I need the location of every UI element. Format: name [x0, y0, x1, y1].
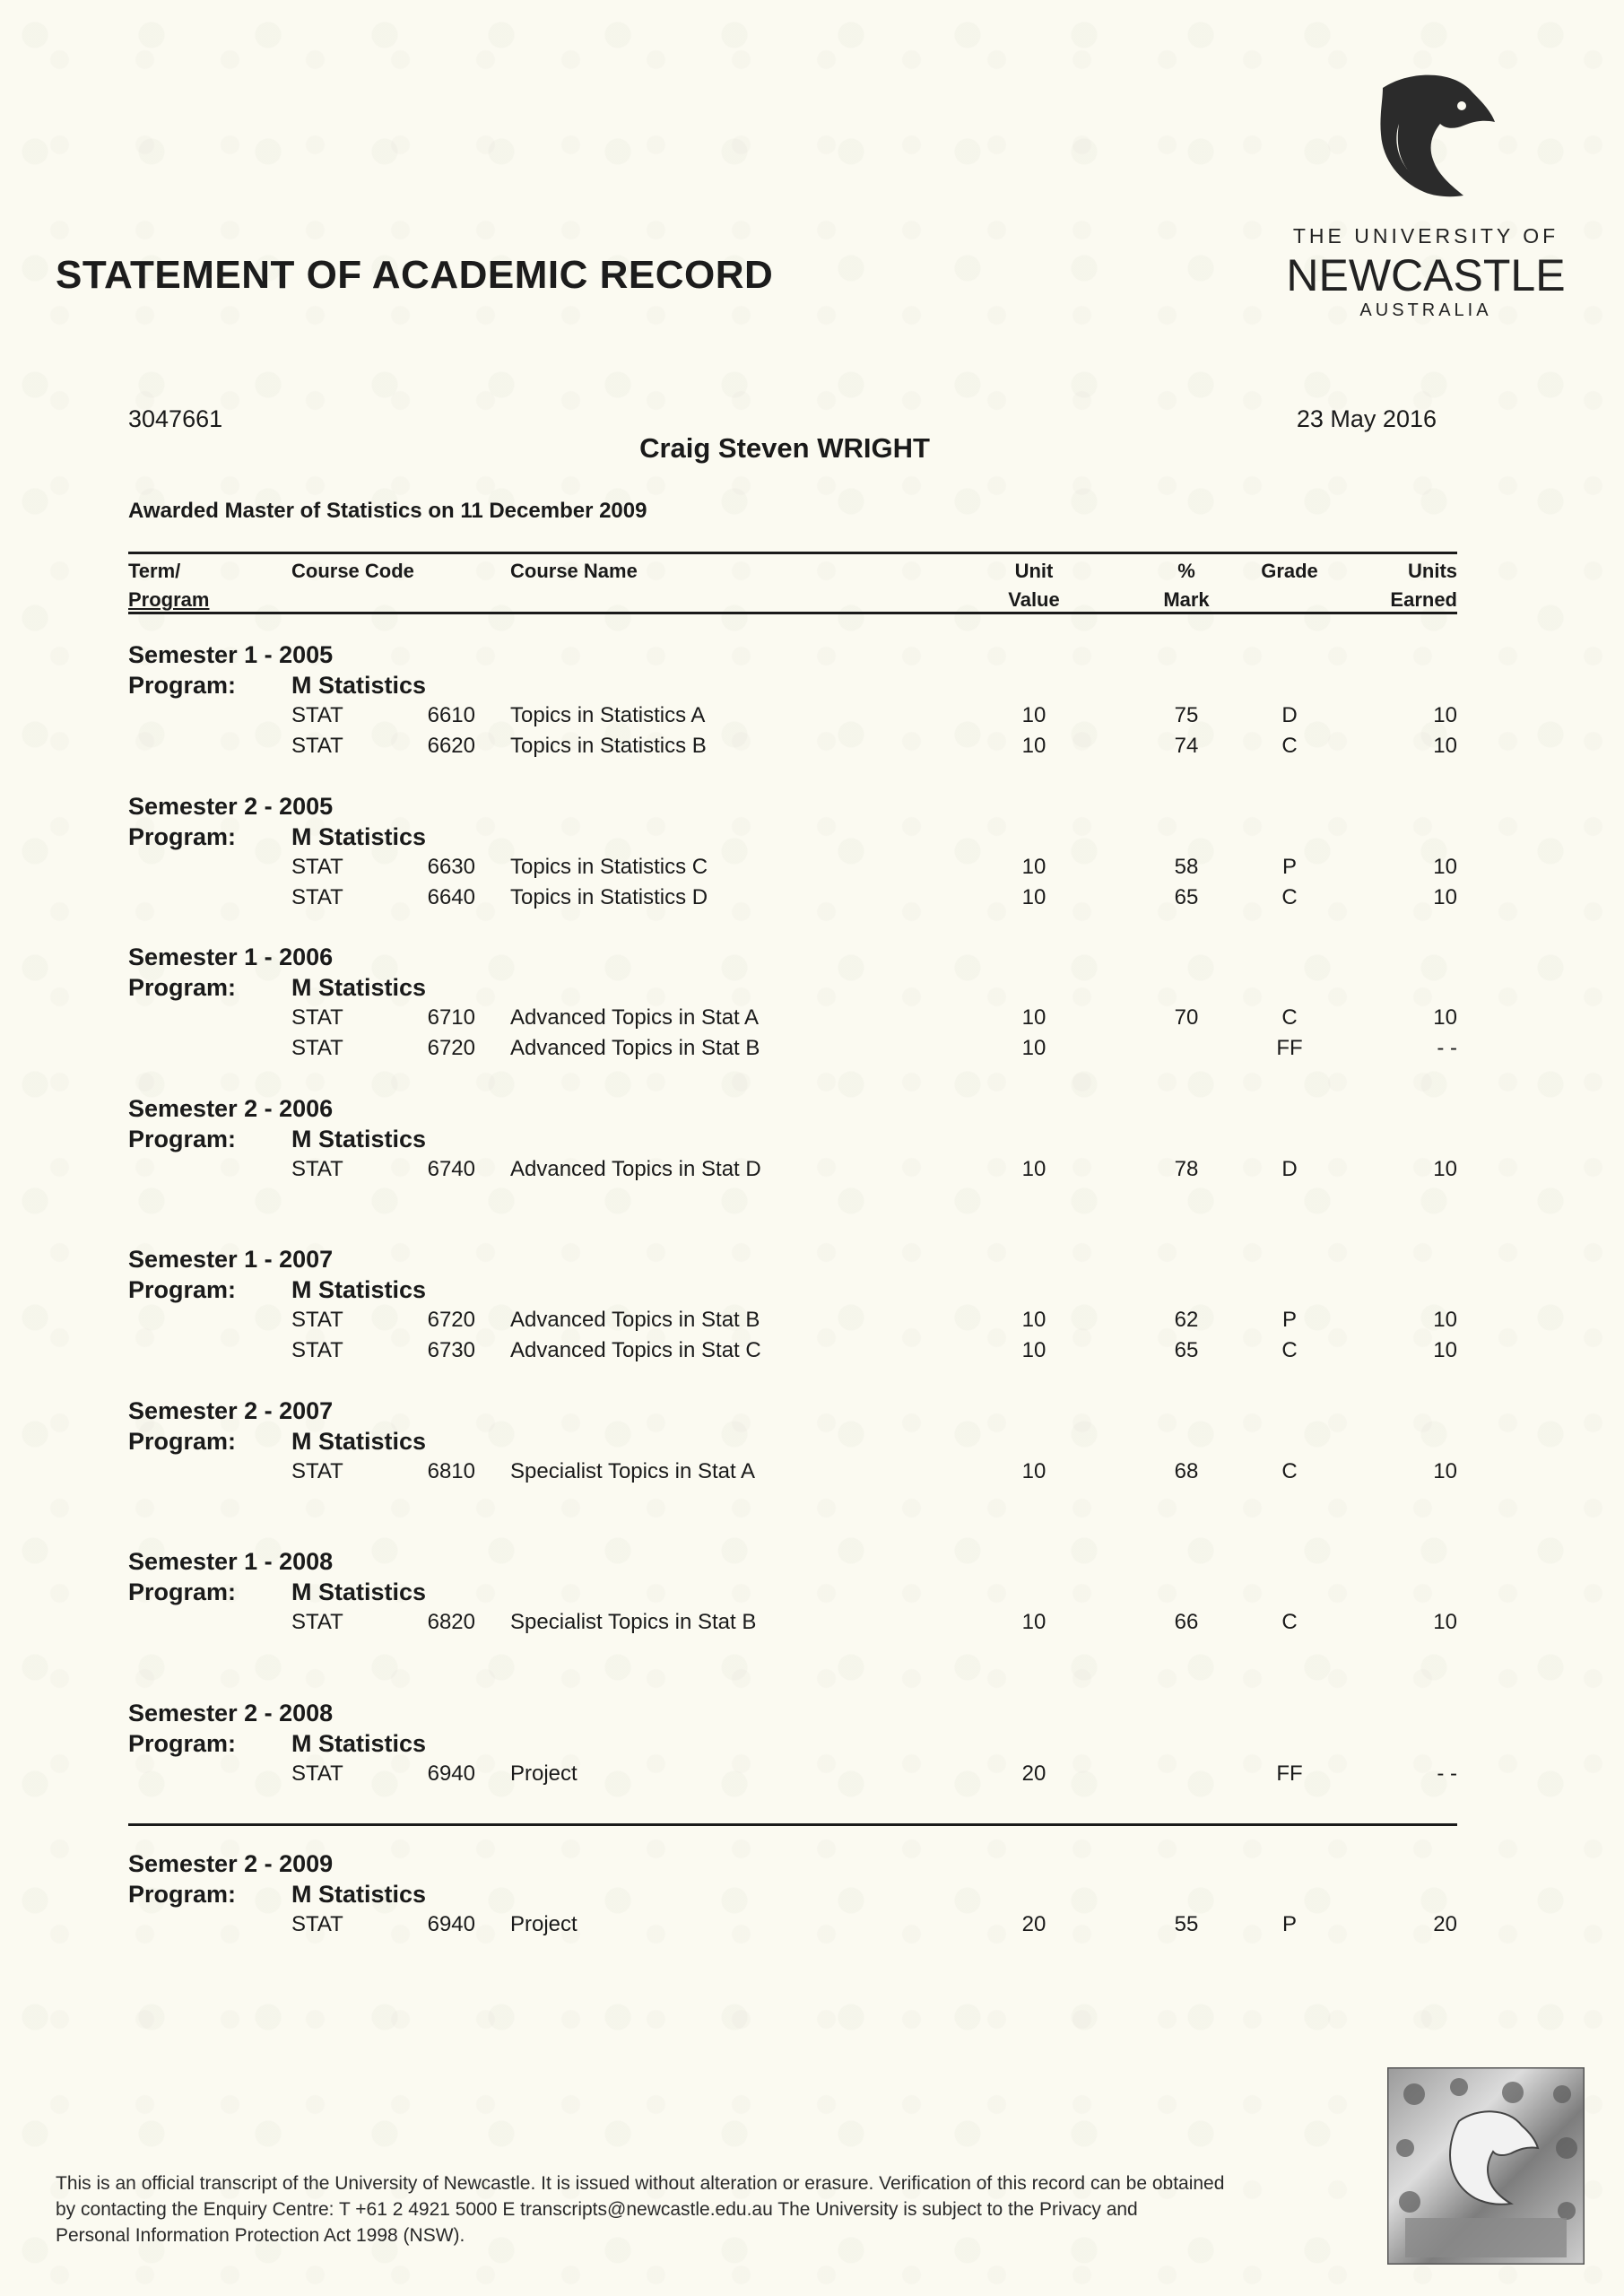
- term-block: [128, 1244, 1457, 1396]
- course-subject: STAT: [291, 1036, 343, 1060]
- unit-value: 10: [1021, 703, 1046, 727]
- course-row: [128, 1759, 1457, 1789]
- course-row: [128, 731, 1457, 761]
- course-number: 6720: [427, 1308, 475, 1332]
- percent-mark: 74: [1174, 734, 1199, 758]
- program-line: [128, 1728, 1457, 1759]
- course-row: [128, 1909, 1457, 1940]
- program-line: [128, 972, 1457, 1003]
- course-name: Advanced Topics in Stat D: [510, 1156, 761, 1181]
- program-label: Program:: [128, 1427, 237, 1455]
- grade: FF: [1276, 1761, 1303, 1786]
- course-name: Project: [510, 1912, 578, 1936]
- units-earned: - -: [1437, 1761, 1457, 1786]
- program-label: Program:: [128, 672, 237, 699]
- seahorse-crest-icon: [1347, 70, 1499, 213]
- unit-value: 10: [1021, 1610, 1046, 1634]
- program-line: [128, 1274, 1457, 1305]
- term-block: [128, 942, 1457, 1093]
- unit-value: 20: [1021, 1761, 1046, 1786]
- course-name: Topics in Statistics B: [510, 734, 707, 758]
- university-name-top: THE UNIVERSITY OF: [1292, 224, 1559, 248]
- grade: P: [1281, 1308, 1297, 1332]
- units-earned: 10: [1433, 1610, 1457, 1634]
- course-subject: STAT: [291, 854, 343, 879]
- course-number: 6940: [427, 1912, 475, 1936]
- percent-mark: 62: [1174, 1308, 1199, 1332]
- footer-notice: [56, 2170, 1338, 2248]
- program-label: Program:: [128, 1881, 237, 1908]
- course-name: Topics in Statistics A: [510, 703, 706, 727]
- units-earned: 10: [1433, 1308, 1457, 1332]
- term-block: [128, 1848, 1457, 2000]
- term-heading: Semester 1 - 2006: [128, 944, 334, 970]
- percent-mark: 75: [1174, 703, 1199, 727]
- course-number: 6940: [427, 1761, 475, 1786]
- course-subject: STAT: [291, 1610, 343, 1634]
- percent-mark: 70: [1174, 1005, 1199, 1030]
- course-name: Advanced Topics in Stat A: [510, 1005, 760, 1030]
- term-heading: Semester 1 - 2007: [128, 1246, 334, 1273]
- course-name: Specialist Topics in Stat A: [510, 1458, 756, 1483]
- program-line: [128, 1124, 1457, 1154]
- table-header-rule: [128, 612, 1457, 614]
- units-earned: 10: [1433, 703, 1457, 727]
- course-subject: STAT: [291, 734, 343, 758]
- hologram-seal-icon: [1387, 2067, 1585, 2265]
- percent-mark: 68: [1174, 1458, 1199, 1483]
- course-number: 6620: [427, 734, 475, 758]
- program-line: [128, 1577, 1457, 1607]
- document-title: STATEMENT OF ACADEMIC RECORD: [56, 253, 774, 297]
- course-row: [128, 1457, 1457, 1487]
- term-heading: Semester 2 - 2005: [128, 792, 334, 820]
- term-block: [128, 639, 1457, 791]
- grade: C: [1281, 1610, 1298, 1634]
- grade: D: [1281, 703, 1298, 727]
- unit-value: 10: [1021, 1458, 1046, 1483]
- program-label: Program:: [128, 822, 237, 850]
- program-label: Program:: [128, 974, 237, 1001]
- unit-value: 10: [1021, 734, 1046, 758]
- award-statement: Awarded Master of Statistics on 11 December 2009: [128, 499, 647, 523]
- student-id: 3047661: [128, 405, 223, 432]
- header-units-earned: Units Earned: [1390, 560, 1457, 611]
- course-number: 6710: [427, 1005, 475, 1030]
- course-row: [128, 1003, 1457, 1033]
- university-name-sub: AUSTRALIA: [1359, 300, 1492, 320]
- course-row: [128, 1335, 1457, 1366]
- unit-value: 10: [1021, 1036, 1046, 1060]
- units-earned: 20: [1433, 1912, 1457, 1936]
- term-block: [128, 1396, 1457, 1547]
- header-grade: Grade: [1261, 560, 1318, 582]
- course-subject: STAT: [291, 1912, 343, 1936]
- course-name: Advanced Topics in Stat B: [510, 1036, 760, 1060]
- unit-value: 10: [1021, 1308, 1046, 1332]
- course-table: [128, 552, 1457, 1936]
- units-earned: 10: [1433, 1005, 1457, 1030]
- footer-line: This is an official transcript of the University of Newcastle. It is issued without alteration or erasure. Verification of this record can be obtained: [56, 2173, 1225, 2194]
- term-block: [128, 1546, 1457, 1698]
- grade: D: [1281, 1156, 1298, 1181]
- term-heading: Semester 1 - 2005: [128, 641, 334, 668]
- course-number: 6720: [427, 1036, 475, 1060]
- grade: C: [1281, 1458, 1298, 1483]
- footer-line: by contacting the Enquiry Centre: T +61 2 4921 5000 E transcripts@newcastle.edu.au The University is subject to the Privacy and: [56, 2199, 1138, 2220]
- course-row: [128, 1154, 1457, 1185]
- units-earned: - -: [1437, 1036, 1457, 1060]
- unit-value: 10: [1021, 1338, 1046, 1362]
- term-heading: Semester 2 - 2007: [128, 1396, 334, 1424]
- unit-value: 10: [1021, 1156, 1046, 1181]
- grade: C: [1281, 1338, 1298, 1362]
- program-name: M Statistics: [291, 974, 427, 1001]
- program-label: Program:: [128, 1276, 237, 1303]
- program-label: Program:: [128, 1125, 237, 1152]
- university-name-main: NEWCASTLE: [1286, 250, 1566, 300]
- grade: P: [1281, 1912, 1297, 1936]
- course-number: 6610: [427, 703, 475, 727]
- course-name: Advanced Topics in Stat B: [510, 1308, 760, 1332]
- program-name: M Statistics: [291, 1427, 427, 1455]
- program-name: M Statistics: [291, 1578, 427, 1605]
- course-subject: STAT: [291, 1156, 343, 1181]
- unit-value: 10: [1021, 1005, 1046, 1030]
- percent-mark: 66: [1174, 1610, 1199, 1634]
- student-name: Craig Steven WRIGHT: [639, 432, 930, 464]
- units-earned: 10: [1433, 1338, 1457, 1362]
- course-row: [128, 700, 1457, 731]
- course-subject: STAT: [291, 1761, 343, 1786]
- program-line: [128, 822, 1457, 852]
- course-number: 6740: [427, 1156, 475, 1181]
- percent-mark: 55: [1174, 1912, 1199, 1936]
- program-name: M Statistics: [291, 672, 427, 699]
- program-label: Program:: [128, 1729, 237, 1757]
- course-row: [128, 1033, 1457, 1064]
- term-blocks: [128, 639, 1457, 2000]
- unit-value: 10: [1021, 884, 1046, 909]
- course-name: Advanced Topics in Stat C: [510, 1338, 761, 1362]
- program-line: [128, 1426, 1457, 1457]
- grade: FF: [1276, 1036, 1303, 1060]
- course-row: [128, 1607, 1457, 1638]
- header-mark: % Mark: [1163, 560, 1210, 611]
- course-number: 6730: [427, 1338, 475, 1362]
- program-name: M Statistics: [291, 1276, 427, 1303]
- header-unit-value: Unit Value: [1008, 560, 1060, 611]
- program-name: M Statistics: [291, 1881, 427, 1908]
- program-name: M Statistics: [291, 1729, 427, 1757]
- table-bottom-rule: [128, 1823, 1457, 1826]
- course-subject: STAT: [291, 1338, 343, 1362]
- course-name: Project: [510, 1761, 578, 1786]
- percent-mark: 65: [1174, 884, 1199, 909]
- program-line: [128, 670, 1457, 700]
- term-heading: Semester 2 - 2006: [128, 1094, 334, 1122]
- units-earned: 10: [1433, 1156, 1457, 1181]
- grade: C: [1281, 734, 1298, 758]
- header-course-name: Course Name: [510, 560, 638, 582]
- course-row: [128, 883, 1457, 913]
- unit-value: 20: [1021, 1912, 1046, 1936]
- course-name: Specialist Topics in Stat B: [510, 1610, 757, 1634]
- course-subject: STAT: [291, 1458, 343, 1483]
- course-subject: STAT: [291, 1005, 343, 1030]
- footer-line: Personal Information Protection Act 1998 (NSW).: [56, 2225, 465, 2246]
- units-earned: 10: [1433, 734, 1457, 758]
- program-line: [128, 1879, 1457, 1909]
- term-block: [128, 791, 1457, 943]
- header-course-code: Course Code: [291, 560, 414, 582]
- table-top-rule: [128, 552, 1457, 554]
- course-number: 6630: [427, 854, 475, 879]
- percent-mark: 65: [1174, 1338, 1199, 1362]
- term-heading: Semester 2 - 2008: [128, 1699, 334, 1726]
- units-earned: 10: [1433, 1458, 1457, 1483]
- percent-mark: 78: [1174, 1156, 1199, 1181]
- grade: C: [1281, 884, 1298, 909]
- grade: P: [1281, 854, 1297, 879]
- term-block: [128, 1093, 1457, 1245]
- program-label: Program:: [128, 1578, 237, 1605]
- grade: C: [1281, 1005, 1298, 1030]
- unit-value: 10: [1021, 854, 1046, 879]
- header-term: Term/ Program: [128, 560, 210, 611]
- course-subject: STAT: [291, 884, 343, 909]
- course-number: 6640: [427, 884, 475, 909]
- course-name: Topics in Statistics C: [510, 854, 708, 879]
- course-number: 6820: [427, 1610, 475, 1634]
- program-name: M Statistics: [291, 822, 427, 850]
- term-heading: Semester 1 - 2008: [128, 1548, 334, 1575]
- program-name: M Statistics: [291, 1125, 427, 1152]
- course-subject: STAT: [291, 1308, 343, 1332]
- units-earned: 10: [1433, 854, 1457, 879]
- course-subject: STAT: [291, 703, 343, 727]
- units-earned: 10: [1433, 884, 1457, 909]
- course-number: 6810: [427, 1458, 475, 1483]
- course-row: [128, 1305, 1457, 1335]
- term-heading: Semester 2 - 2009: [128, 1850, 334, 1877]
- issue-date: 23 May 2016: [1296, 405, 1437, 432]
- percent-mark: 58: [1174, 854, 1199, 879]
- course-name: Topics in Statistics D: [510, 884, 708, 909]
- course-row: [128, 852, 1457, 883]
